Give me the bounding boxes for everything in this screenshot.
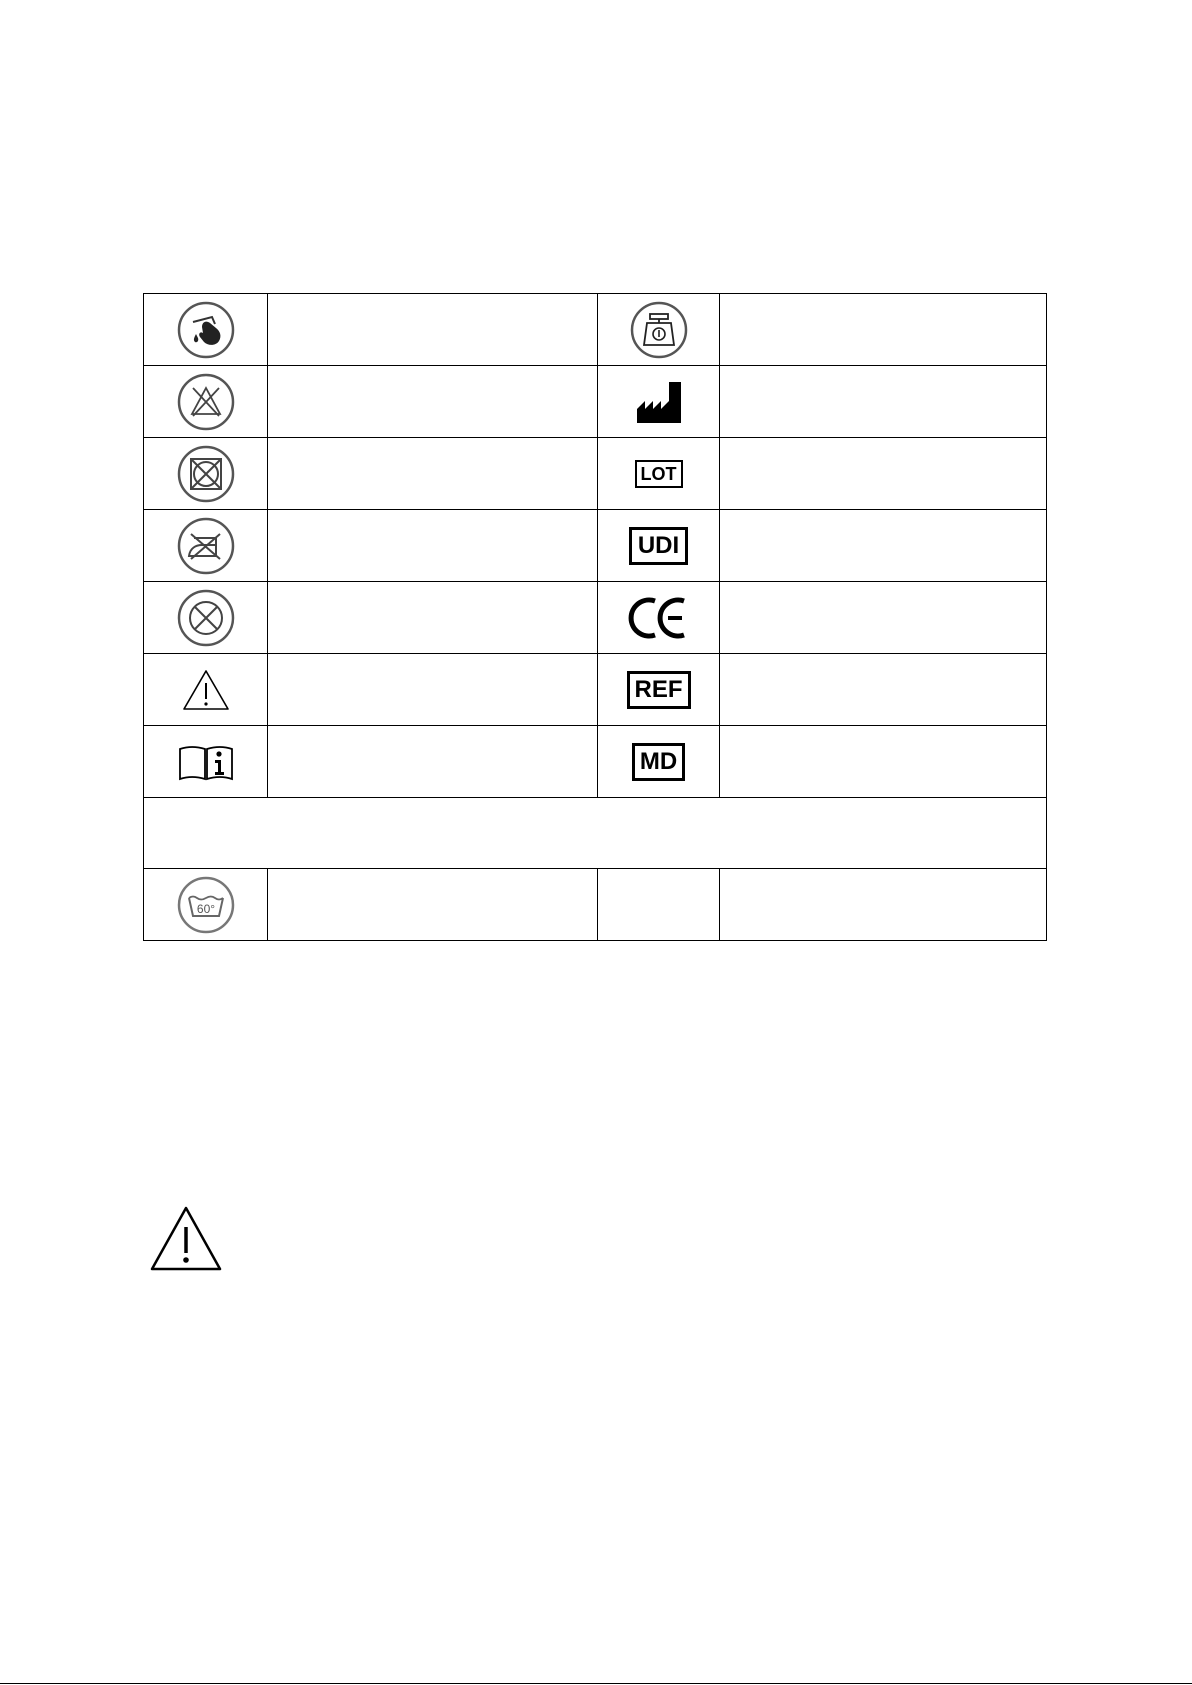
table-row [144, 438, 1047, 510]
symbol-description [720, 654, 1047, 726]
table-row [144, 510, 1047, 582]
icon-cell [598, 726, 720, 798]
symbol-description [268, 654, 598, 726]
do-not-bleach-icon [176, 372, 236, 432]
symbol-description [268, 726, 598, 798]
symbol-description [268, 366, 598, 438]
symbol-description [268, 294, 598, 366]
table-row [144, 798, 1047, 869]
scale-icon [629, 300, 689, 360]
table-row [144, 869, 1047, 941]
symbol-description [720, 294, 1047, 366]
ref-icon: REF [627, 671, 691, 709]
do-not-tumble-dry-icon [176, 444, 236, 504]
table-row [144, 366, 1047, 438]
icon-cell [144, 510, 268, 582]
wash-60-icon [176, 875, 236, 935]
medical-device-icon: MD [632, 743, 685, 781]
do-not-dry-clean-icon [176, 588, 236, 648]
symbols-table [143, 293, 1047, 941]
symbol-description [268, 869, 598, 941]
consult-instructions-icon [176, 742, 236, 782]
symbol-description [720, 366, 1047, 438]
icon-cell [144, 726, 268, 798]
symbol-description [268, 510, 598, 582]
symbol-description [268, 582, 598, 654]
icon-cell [598, 294, 720, 366]
icon-cell [598, 438, 720, 510]
icon-cell [144, 294, 268, 366]
icon-cell [144, 438, 268, 510]
table-row [144, 582, 1047, 654]
caution-icon [181, 668, 231, 712]
manufacturer-icon [634, 379, 684, 425]
icon-cell [144, 869, 268, 941]
icon-cell [144, 654, 268, 726]
wash-temp-label: 60° [196, 901, 215, 916]
symbol-description [720, 510, 1047, 582]
hand-wash-icon [176, 300, 236, 360]
do-not-iron-icon [176, 516, 236, 576]
page-footer-rule [0, 1683, 1192, 1684]
icon-cell [598, 582, 720, 654]
icon-cell [598, 366, 720, 438]
symbol-description [720, 582, 1047, 654]
icon-cell [598, 654, 720, 726]
ce-mark-icon [628, 595, 690, 641]
lot-icon: LOT [635, 460, 683, 488]
symbol-description [268, 438, 598, 510]
table-row [144, 654, 1047, 726]
table-row [144, 726, 1047, 798]
empty-cell [720, 869, 1047, 941]
table-row [144, 294, 1047, 366]
symbol-description [720, 726, 1047, 798]
note-cell [144, 798, 1047, 869]
icon-cell [598, 510, 720, 582]
udi-icon: UDI [629, 527, 688, 565]
empty-cell [598, 869, 720, 941]
icon-cell [144, 366, 268, 438]
warning-icon [148, 1205, 224, 1273]
icon-cell [144, 582, 268, 654]
symbol-description [720, 438, 1047, 510]
